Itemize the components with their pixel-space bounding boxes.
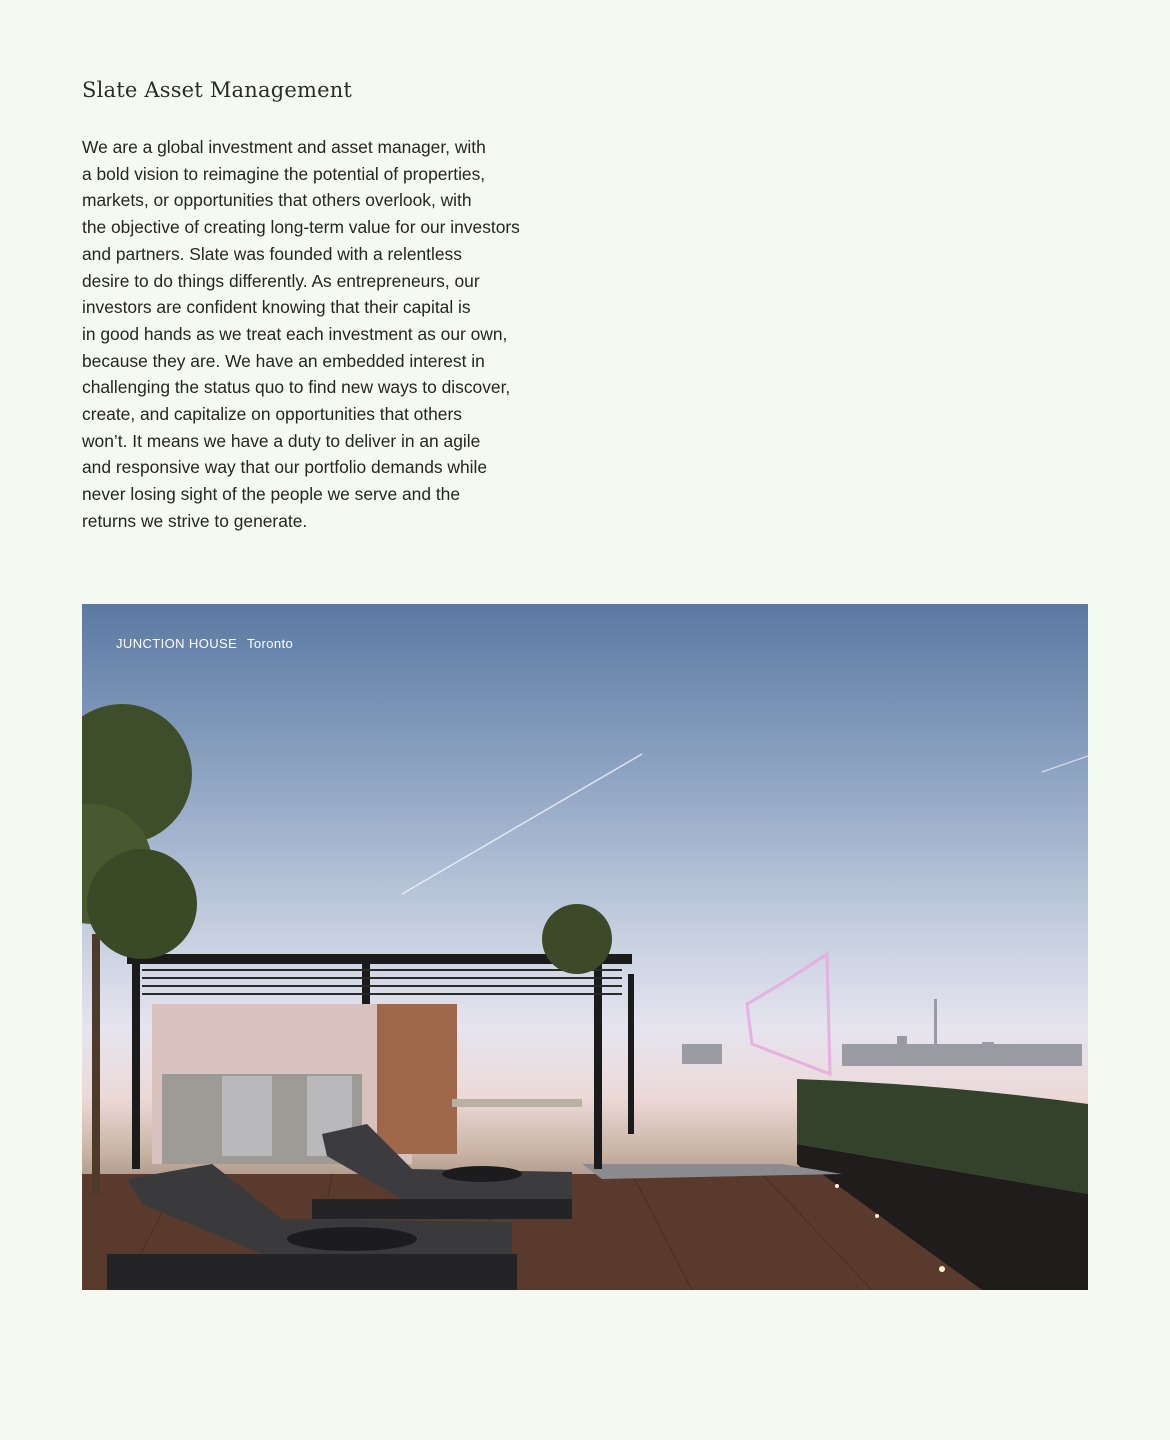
property-name: JUNCTION HOUSE xyxy=(116,636,238,651)
intro-line: challenging the status quo to find new ways to discover, xyxy=(82,377,511,398)
intro-line: the objective of creating long-term value for our investors xyxy=(82,217,520,238)
intro-line: investors are confident knowing that their capital is xyxy=(82,297,471,318)
property-caption xyxy=(116,636,293,651)
intro-line: because they are. We have an embedded interest in xyxy=(82,350,485,371)
intro-line: and partners. Slate was founded with a relentless xyxy=(82,243,462,264)
intro-line: in good hands as we treat each investment as our own, xyxy=(82,323,508,344)
intro-line: and responsive way that our portfolio demands while xyxy=(82,457,488,478)
intro-line: markets, or opportunities that others overlook, with xyxy=(82,190,472,211)
hero-image xyxy=(82,604,1088,1290)
intro-line: desire to do things differently. As entrepreneurs, our xyxy=(82,270,480,291)
intro-line: a bold vision to reimagine the potential of properties, xyxy=(82,163,486,184)
intro-line: won’t. It means we have a duty to deliver in an agile xyxy=(82,430,481,451)
intro-line: returns we strive to generate. xyxy=(82,510,308,531)
intro-paragraph xyxy=(82,134,602,535)
rooftop-scene-illustration xyxy=(82,604,1088,1290)
property-city: Toronto xyxy=(246,636,294,651)
intro-line: create, and capitalize on opportunities that others xyxy=(82,404,462,425)
page-title: Slate Asset Management xyxy=(82,78,353,102)
intro-line: We are a global investment and asset manager, with xyxy=(82,137,486,157)
intro-line: never losing sight of the people we serve and the xyxy=(82,484,461,505)
